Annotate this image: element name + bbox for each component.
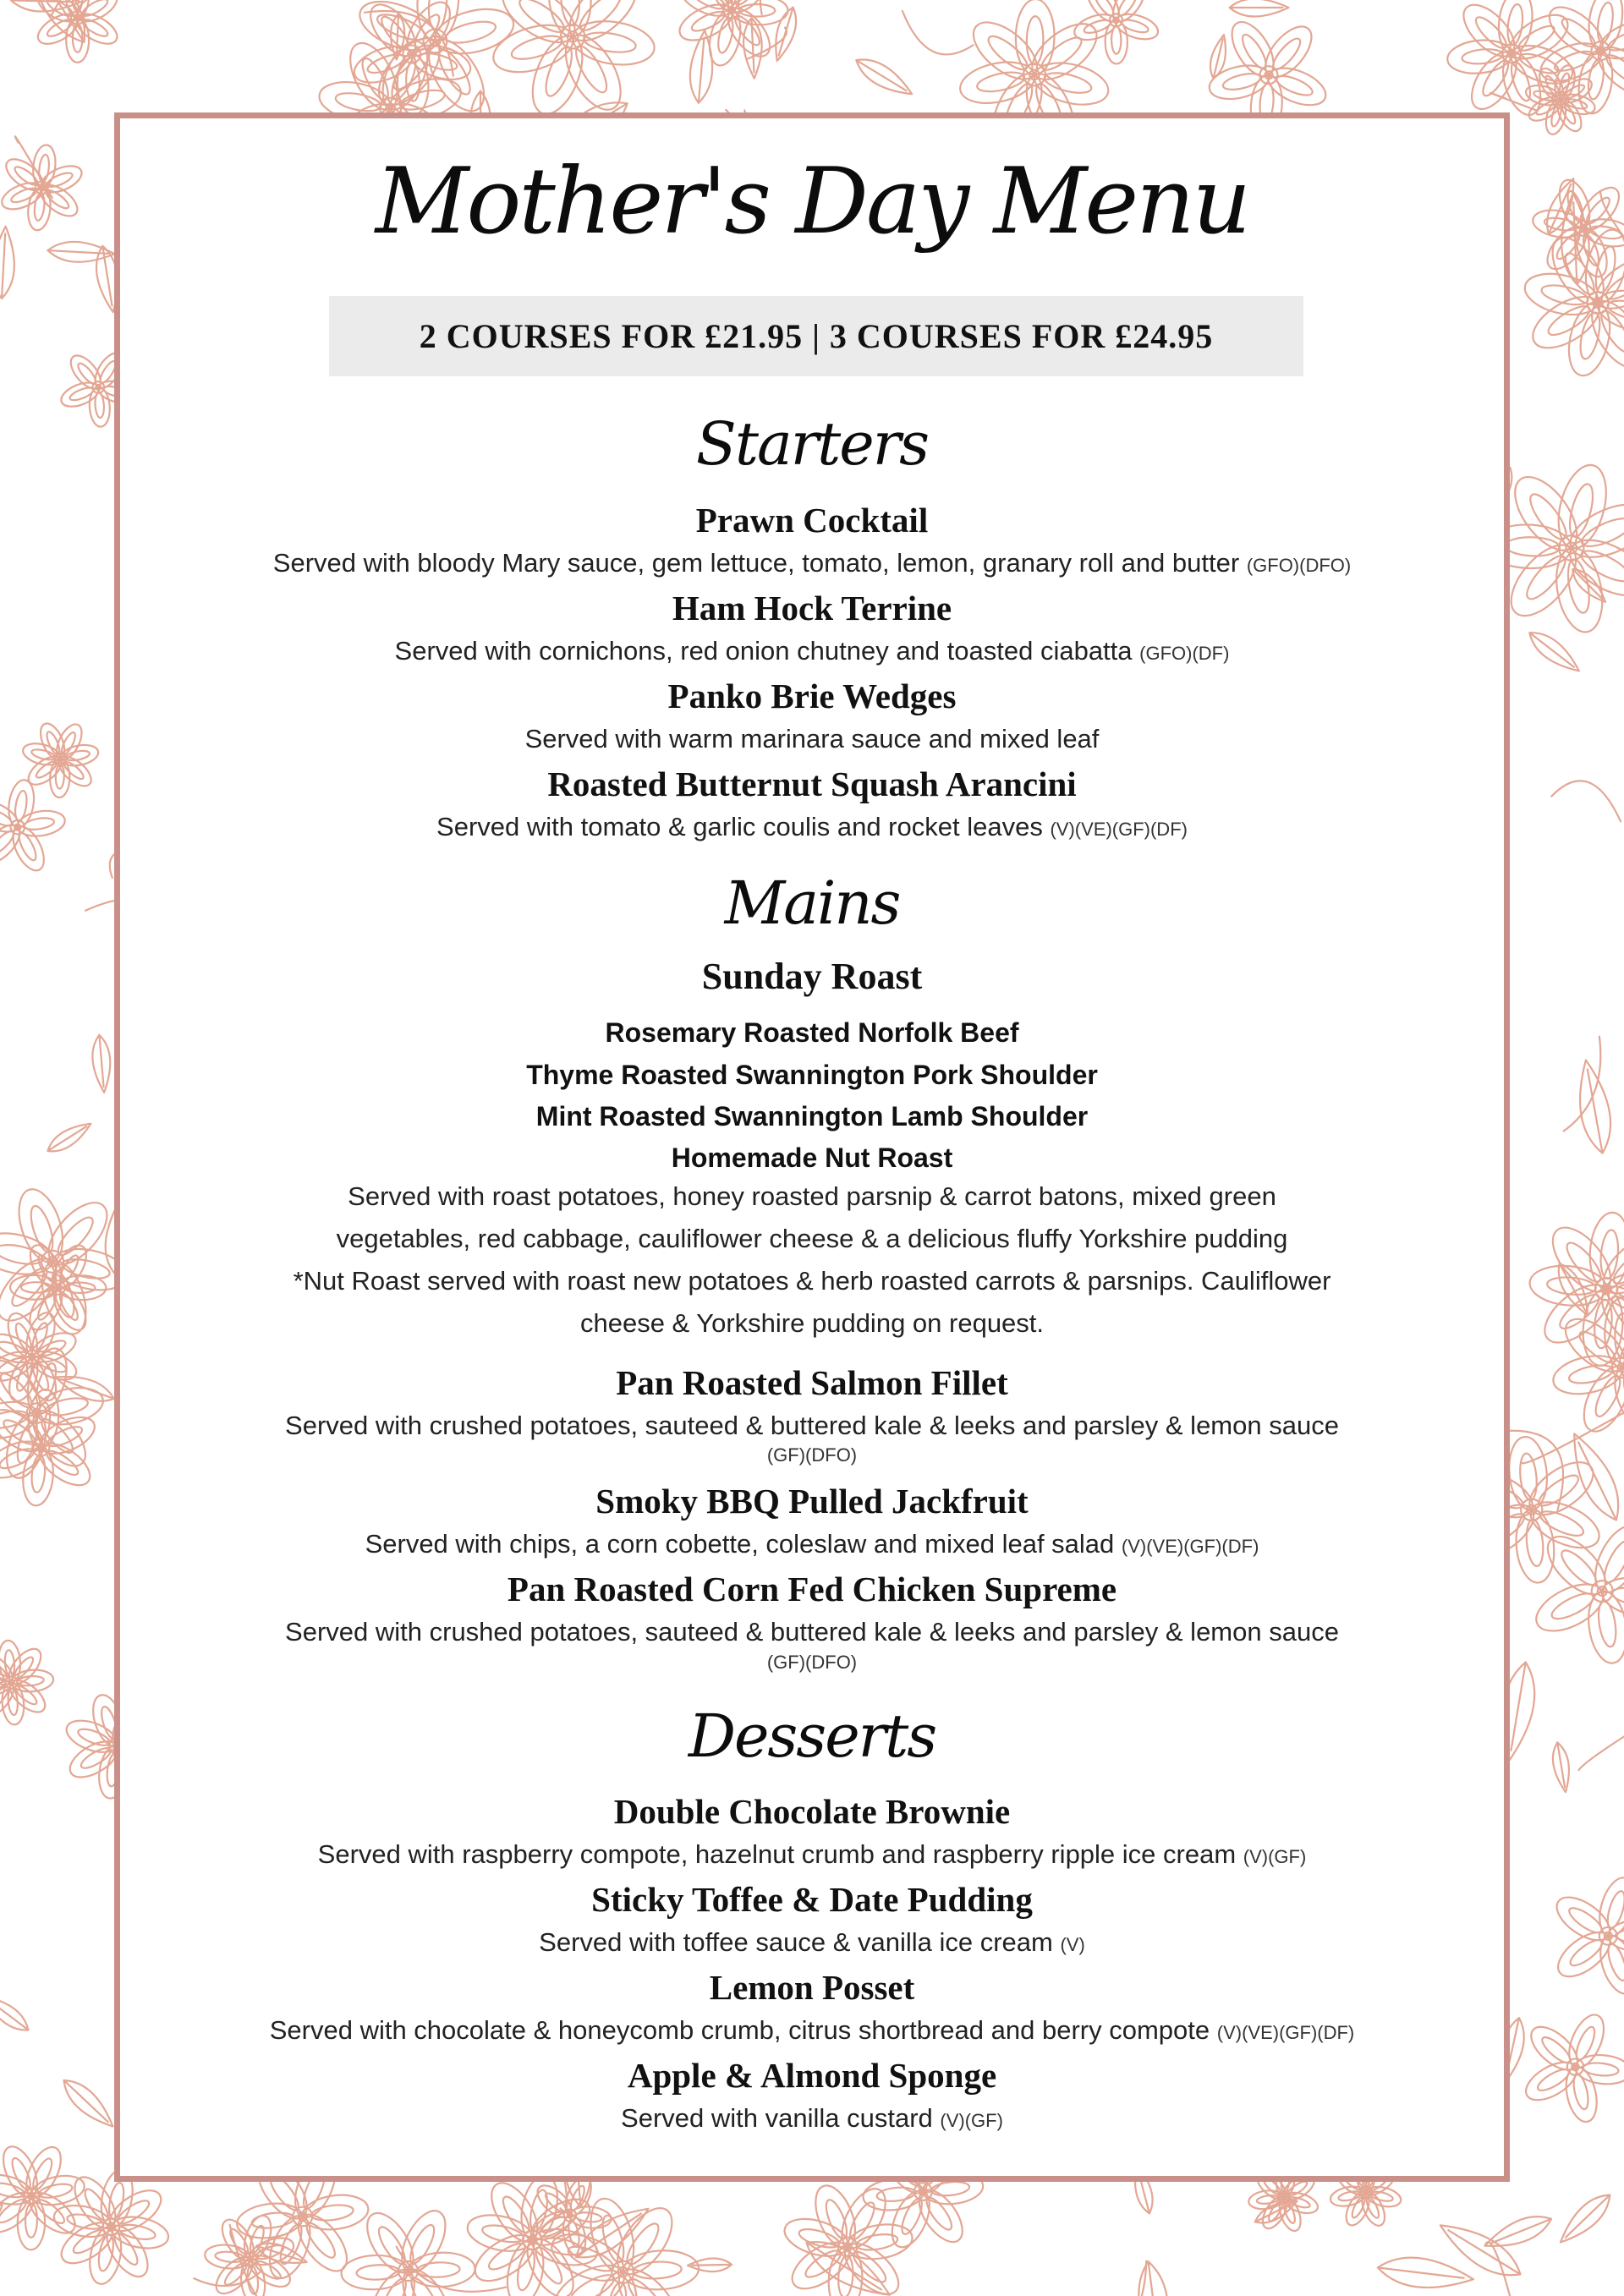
flower-petal-vein (515, 0, 568, 38)
flower-petal-vein (1462, 47, 1504, 65)
flower-petal-vein (923, 2195, 956, 2233)
leaf (1134, 2260, 1174, 2296)
flower-petal (674, 0, 738, 47)
dish-description (120, 1841, 1504, 1867)
dish-name: Pan Roasted Corn Fed Chicken Supreme (507, 1570, 1117, 1608)
flower-petal (72, 8, 122, 50)
flower-petal (0, 178, 46, 215)
vine (903, 11, 974, 55)
dish-description-text: Served with chocolate & honeycomb crumb, citrus shortbread and berry compote (269, 2015, 1210, 2045)
leaf-vein (99, 1035, 103, 1087)
flower-petal-vein (583, 30, 638, 56)
flower-petal (1556, 1309, 1624, 1381)
dietary-tags: (V)(VE)(GF)(DF) (1121, 1536, 1259, 1557)
flower-petal (393, 2204, 454, 2279)
dish-name: Roasted Butternut Squash Arancini (547, 764, 1077, 803)
dish-description (120, 2105, 1504, 2131)
flower-petal (1520, 2055, 1583, 2108)
leaf-vein (397, 14, 398, 55)
vine (1551, 781, 1621, 821)
roast-option: Homemade Nut Roast (671, 1143, 953, 1173)
dish-description (120, 550, 1504, 576)
leaf-vein (751, 18, 754, 72)
dish-description: Served with crushed potatoes, sauteed & buttered kale & leeks and parsley & lemon sauce (285, 1411, 1339, 1440)
dish-description (120, 638, 1504, 664)
dish-name: Lemon Posset (709, 1968, 915, 2007)
dietary-tags: (V)(VE)(GF)(DF) (1050, 819, 1188, 840)
flower-petal-vein (0, 2180, 26, 2200)
dish-name: Apple & Almond Sponge (627, 2056, 997, 2095)
roast-option: Mint Roasted Swannington Lamb Shoulder (535, 1101, 1089, 1132)
flower-petal-vein (1558, 72, 1572, 96)
dietary-tags: (V)(GF) (940, 2110, 1003, 2131)
menu-card (114, 112, 1510, 2182)
dish-description (120, 2017, 1504, 2043)
mains-heading: Mains (724, 869, 900, 938)
dietary-tags: (GF)(DFO) (766, 1444, 858, 1466)
dish-description (120, 814, 1504, 840)
leaf-vein (1566, 2195, 1610, 2237)
dish-description-text: Served with vanilla custard (621, 2103, 933, 2133)
vine (1521, 1411, 1624, 1463)
flower-petal-vein (417, 2261, 460, 2277)
roast-description-line: vegetables, red cabbage, cauliflower cheese & a delicious fluffy Yorkshire pudding (336, 1224, 1288, 1253)
dietary-tags: (GF)(DFO) (766, 1652, 858, 1673)
roast-option: Rosemary Roasted Norfolk Beef (605, 1017, 1019, 1048)
price-text: 2 COURSES FOR £21.95 | 3 COURSES FOR £24.95 (419, 317, 1214, 355)
dish-description-text: Served with warm marinara sauce and mixed leaf (524, 724, 1100, 753)
desserts-heading: Desserts (688, 1701, 936, 1771)
leaf-vein (64, 2080, 108, 2122)
dish-description-text: Served with toffee sauce & vanilla ice cream (539, 1927, 1053, 1957)
dish-name: Panko Brie Wedges (667, 677, 957, 715)
flower-petal-vein (1506, 3, 1524, 46)
roast-option: Thyme Roasted Swannington Pork Shoulder (526, 1060, 1098, 1090)
flower-petal (431, 2, 518, 61)
dietary-tags: (GFO)(DF) (1139, 643, 1230, 664)
dish-description-text: Served with raspberry compote, hazelnut crumb and raspberry ripple ice cream (317, 1839, 1237, 1869)
dish-name: Pan Roasted Salmon Fillet (616, 1363, 1008, 1402)
leaf-vein (11, 0, 74, 2)
roast-description-line: cheese & Yorkshire pudding on request. (579, 1308, 1045, 1338)
dish-description (120, 726, 1504, 752)
leaf-vein (1578, 1443, 1616, 1521)
dish-description-text: Served with bloody Mary sauce, gem lettuce, tomato, lemon, granary roll and butter (272, 548, 1240, 578)
dish-name: Ham Hock Terrine (672, 589, 952, 627)
flower-petal-vein (26, 1203, 57, 1254)
leaf-vein (2, 233, 5, 299)
dietary-tags: (V)(VE)(GF)(DF) (1216, 2022, 1355, 2043)
dish-description: Served with crushed potatoes, sauteed & buttered kale & leeks and parsley & lemon sauce (285, 1617, 1339, 1647)
dish-name: Smoky BBQ Pulled Jackfruit (595, 1482, 1029, 1521)
roast-description (120, 1175, 1504, 1345)
flower-petal (1574, 2052, 1624, 2086)
roast-description-line: Served with roast potatoes, honey roasted parsnip & carrot batons, mixed green (348, 1181, 1276, 1211)
starters-heading: Starters (695, 409, 929, 479)
flower-petal (493, 0, 584, 54)
flower-petal-vein (1522, 551, 1572, 604)
flower-petal (1224, 15, 1282, 83)
flower-petal-vein (356, 2264, 399, 2280)
leaf-vein (699, 37, 705, 102)
dish-description (120, 1531, 1504, 1557)
leaf-vein (0, 1999, 28, 2030)
leaf-vein (1588, 1070, 1603, 1153)
dish-name: Sticky Toffee & Date Pudding (591, 1880, 1033, 1919)
dish-description-text: Served with tomato & garlic coulis and rocket leaves (436, 812, 1043, 841)
roast-description-line: *Nut Roast served with roast new potatoes & herb roasted carrots & parsnips. Cauliflower (293, 1266, 1331, 1296)
dish-name: Prawn Cocktail (695, 501, 929, 540)
dish-description-text: Served with chips, a corn cobette, coleslaw and mixed leaf salad (365, 1529, 1115, 1559)
flower-petal (1562, 494, 1624, 568)
dietary-tags: (V)(GF) (1243, 1846, 1307, 1867)
price-band (329, 296, 1303, 376)
dietary-tags: (V) (1060, 1934, 1085, 1955)
flower-petal (555, 26, 632, 118)
leaf-vein (1378, 2267, 1464, 2277)
vine (1579, 1711, 1624, 1770)
dietary-tags: (GFO)(DFO) (1246, 555, 1352, 576)
sunday-roast-heading: Sunday Roast (701, 956, 923, 997)
menu-title: Mother's Day Menu (375, 149, 1249, 255)
dish-description (120, 1929, 1504, 1955)
dish-description-text: Served with cornichons, red onion chutney and toasted ciabatta (394, 636, 1133, 666)
dish-name: Double Chocolate Brownie (613, 1792, 1011, 1831)
flower-petal (1594, 1873, 1624, 1940)
